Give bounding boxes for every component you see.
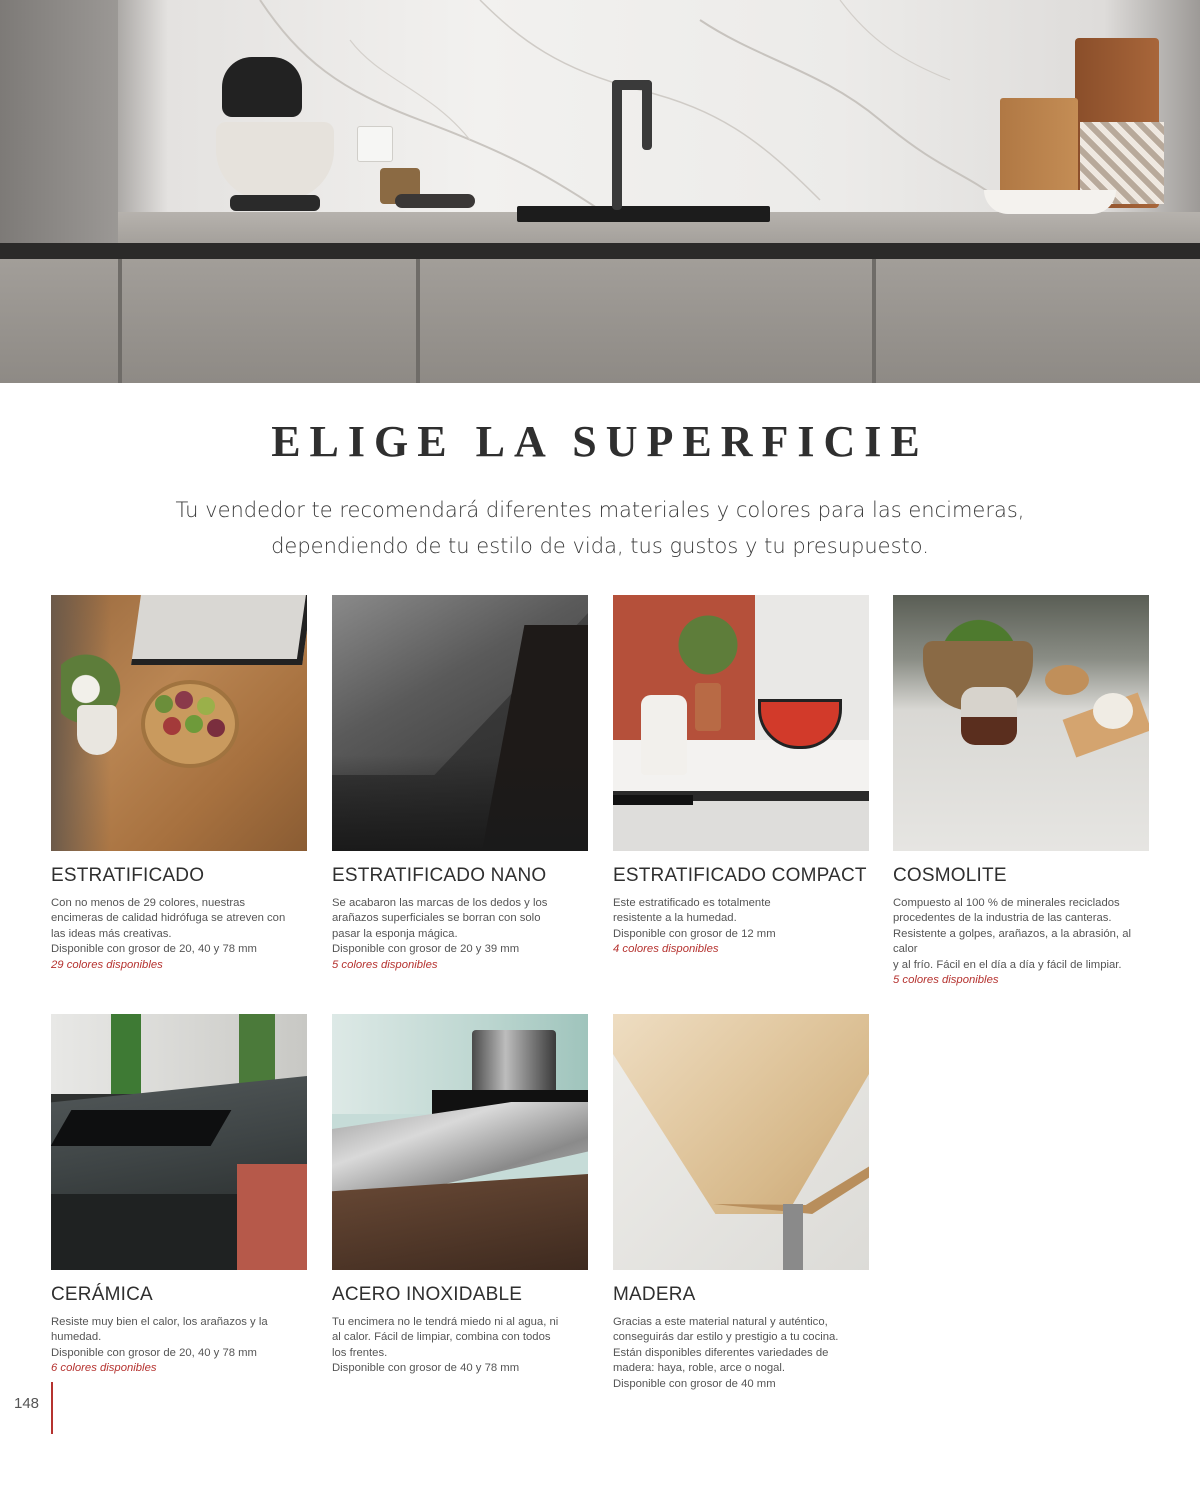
description-line: Gracias a este material natural y auténtico, <box>613 1316 828 1328</box>
description-line: los frentes. <box>332 1346 388 1359</box>
material-card-acero-inoxidable <box>332 1014 588 1377</box>
description-line: las ideas más creativas. <box>51 927 172 940</box>
material-description <box>51 1315 303 1377</box>
description-line: humedad. <box>51 1331 102 1344</box>
description-line: Disponible con grosor de 20, 40 y 78 mm <box>51 943 257 956</box>
estratificado-compact-photo <box>613 595 869 851</box>
material-name: ESTRATIFICADO COMPACT <box>613 865 867 886</box>
description-line: pasar la esponja mágica. <box>332 927 458 940</box>
material-description <box>51 896 303 973</box>
ceramica-photo <box>51 1014 307 1270</box>
description-line: Compuesto al 100 % de minerales reciclados <box>893 897 1120 909</box>
estratificado-photo <box>51 595 307 851</box>
description-line: procedentes de la industria de las canteras. <box>893 912 1112 925</box>
material-description <box>613 896 865 958</box>
hero-kitchen-image <box>0 0 1200 383</box>
material-description <box>332 896 584 973</box>
cabinet-gap <box>416 259 420 383</box>
description-line: resistente a la humedad. <box>613 912 737 925</box>
description-line: Disponible con grosor de 40 y 78 mm <box>332 1362 520 1375</box>
description-line: Disponible con grosor de 12 mm <box>613 927 776 940</box>
estratificado-nano-photo <box>332 595 588 851</box>
material-card-ceramica <box>51 1014 307 1377</box>
description-line: Tu encimera no le tendrá miedo ni al agua, ni <box>332 1316 559 1328</box>
material-name: CERÁMICA <box>51 1284 153 1305</box>
description-line: Este estratificado es totalmente <box>613 897 771 909</box>
material-card-estratificado <box>51 595 307 973</box>
cabinet-gap <box>872 259 876 383</box>
onion-bowl <box>984 190 1116 214</box>
description-line: Resiste muy bien el calor, los arañazos y la <box>51 1316 268 1328</box>
colors-available: 5 colores disponibles <box>332 958 438 971</box>
description-line: encimeras de calidad hidrófuga se atreven con <box>51 912 286 925</box>
intro-line: Tu vendedor te recomendará diferentes materiales y colores para las encimeras, <box>175 498 1025 522</box>
description-line: Resistente a golpes, arañazos, a la abrasión, al calor <box>893 927 1132 956</box>
description-line: Se acabaron las marcas de los dedos y los <box>332 897 548 909</box>
material-name: MADERA <box>613 1284 696 1305</box>
stand-mixer-base <box>230 195 320 211</box>
material-name: ACERO INOXIDABLE <box>332 1284 523 1305</box>
intro-line: dependiendo de tu estilo de vida, tus gustos y tu presupuesto. <box>271 534 929 558</box>
material-description <box>332 1315 584 1377</box>
description-line: madera: haya, roble, arce o nogal. <box>613 1362 786 1375</box>
description-line: arañazos superficiales se borran con solo <box>332 912 541 925</box>
material-card-estratificado-nano <box>332 595 588 973</box>
material-description <box>893 896 1145 988</box>
material-name: COSMOLITE <box>893 865 1007 886</box>
description-line: Están disponibles diferentes variedades de <box>613 1346 829 1359</box>
stand-mixer-head <box>222 57 302 117</box>
small-pan <box>395 194 475 208</box>
cosmolite-photo <box>893 595 1149 851</box>
cabinet-gap <box>118 259 122 383</box>
cabinet-fronts <box>0 259 1200 383</box>
countertop-edge <box>0 243 1200 259</box>
intro-text <box>150 492 1050 564</box>
wall-socket <box>357 126 393 162</box>
acero-inoxidable-photo <box>332 1014 588 1270</box>
material-description <box>613 1315 865 1392</box>
sink <box>517 206 770 222</box>
description-line: Disponible con grosor de 20, 40 y 78 mm <box>51 1346 257 1359</box>
material-name: ESTRATIFICADO <box>51 865 205 886</box>
cutting-board-small <box>1000 98 1078 200</box>
colors-available: 29 colores disponibles <box>51 958 163 971</box>
material-card-cosmolite <box>893 595 1149 988</box>
page-number-rule <box>51 1382 53 1434</box>
colors-available: 6 colores disponibles <box>51 1362 157 1375</box>
page-title: ELIGE LA SUPERFICIE <box>271 417 929 466</box>
description-line: y al frío. Fácil en el día a día y fácil de limpiar. <box>893 958 1122 971</box>
description-line: conseguirás dar estilo y prestigio a tu cocina. <box>613 1331 839 1344</box>
colors-available: 5 colores disponibles <box>893 974 999 987</box>
description-line: Con no menos de 29 colores, nuestras <box>51 897 246 909</box>
madera-photo <box>613 1014 869 1270</box>
material-card-estratificado-compact <box>613 595 869 958</box>
material-name: ESTRATIFICADO NANO <box>332 865 547 886</box>
colors-available: 4 colores disponibles <box>613 943 719 956</box>
description-line: Disponible con grosor de 40 mm <box>613 1377 776 1390</box>
tap <box>612 80 622 210</box>
description-line: Disponible con grosor de 20 y 39 mm <box>332 943 520 956</box>
description-line: al calor. Fácil de limpiar, combina con todos <box>332 1331 551 1344</box>
page-number: 148 <box>14 1395 40 1412</box>
material-card-madera <box>613 1014 869 1392</box>
tap-arm <box>642 80 652 150</box>
